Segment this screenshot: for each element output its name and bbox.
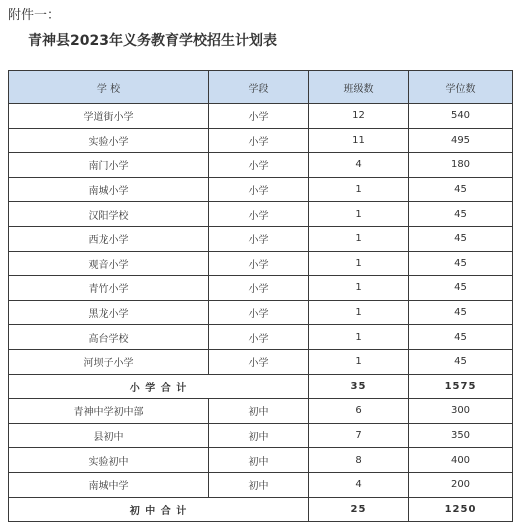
col-header-stage: 学段 [209, 71, 309, 104]
school-cell: 青神中学初中部 [9, 399, 209, 424]
school-cell: 高台学校 [9, 325, 209, 350]
col-header-school: 学 校 [9, 71, 209, 104]
classes-cell: 4 [309, 153, 409, 178]
seats-cell: 180 [409, 153, 513, 178]
stage-cell: 小学 [209, 300, 309, 325]
school-cell: 黑龙小学 [9, 300, 209, 325]
table-row [9, 325, 513, 350]
classes-cell: 1 [309, 226, 409, 251]
school-cell: 实验初中 [9, 448, 209, 473]
seats-cell: 45 [409, 226, 513, 251]
seats-cell: 300 [409, 399, 513, 424]
stage-cell: 初中 [209, 423, 309, 448]
col-header-seats: 学位数 [409, 71, 513, 104]
table-row [9, 349, 513, 374]
stage-cell: 初中 [209, 472, 309, 497]
seats-cell: 45 [409, 202, 513, 227]
classes-cell: 7 [309, 423, 409, 448]
school-cell: 南城中学 [9, 472, 209, 497]
seats-cell: 200 [409, 472, 513, 497]
stage-cell: 小学 [209, 325, 309, 350]
classes-cell: 6 [309, 399, 409, 424]
seats-cell: 45 [409, 177, 513, 202]
table-header [9, 71, 513, 104]
table-row [9, 177, 513, 202]
table-row [9, 226, 513, 251]
table-row [9, 423, 513, 448]
classes-cell: 1 [309, 202, 409, 227]
school-cell: 学道街小学 [9, 104, 209, 129]
classes-cell: 11 [309, 128, 409, 153]
seats-cell: 45 [409, 325, 513, 350]
table-row [9, 300, 513, 325]
stage-cell: 小学 [209, 128, 309, 153]
classes-cell: 1 [309, 251, 409, 276]
middle-total-classes: 25 [309, 497, 409, 522]
table-row [9, 399, 513, 424]
stage-cell: 小学 [209, 202, 309, 227]
seats-cell: 45 [409, 300, 513, 325]
table-row [9, 128, 513, 153]
classes-cell: 1 [309, 325, 409, 350]
seats-cell: 495 [409, 128, 513, 153]
middle-total-seats: 1250 [409, 497, 513, 522]
stage-cell: 初中 [209, 399, 309, 424]
primary-total-classes: 35 [309, 374, 409, 399]
school-cell: 实验小学 [9, 128, 209, 153]
table-row [9, 472, 513, 497]
classes-cell: 1 [309, 276, 409, 301]
seats-cell: 540 [409, 104, 513, 129]
classes-cell: 1 [309, 349, 409, 374]
school-cell: 南城小学 [9, 177, 209, 202]
enrollment-plan-table [8, 70, 513, 522]
seats-cell: 400 [409, 448, 513, 473]
seats-cell: 350 [409, 423, 513, 448]
table-row [9, 251, 513, 276]
school-cell: 汉阳学校 [9, 202, 209, 227]
table-row [9, 153, 513, 178]
classes-cell: 1 [309, 177, 409, 202]
school-cell: 南门小学 [9, 153, 209, 178]
table-row [9, 202, 513, 227]
classes-cell: 12 [309, 104, 409, 129]
primary-total-label: 小 学 合 计 [9, 374, 309, 399]
stage-cell: 小学 [209, 177, 309, 202]
seats-cell: 45 [409, 349, 513, 374]
header-row [9, 71, 513, 104]
school-cell: 县初中 [9, 423, 209, 448]
stage-cell: 小学 [209, 104, 309, 129]
stage-cell: 小学 [209, 226, 309, 251]
stage-cell: 小学 [209, 349, 309, 374]
stage-cell: 初中 [209, 448, 309, 473]
table-row [9, 448, 513, 473]
table-body [9, 104, 513, 522]
attachment-label: 附件一： [8, 8, 61, 23]
seats-cell: 45 [409, 276, 513, 301]
school-cell: 河坝子小学 [9, 349, 209, 374]
classes-cell: 8 [309, 448, 409, 473]
middle-total-label: 初 中 合 计 [9, 497, 309, 522]
classes-cell: 1 [309, 300, 409, 325]
stage-cell: 小学 [209, 276, 309, 301]
school-cell: 青竹小学 [9, 276, 209, 301]
table-row [9, 276, 513, 301]
school-cell: 观音小学 [9, 251, 209, 276]
classes-cell: 4 [309, 472, 409, 497]
col-header-classes: 班级数 [309, 71, 409, 104]
middle-total-row [9, 497, 513, 522]
page-title: 青神县2023年义务教育学校招生计划表 [28, 33, 277, 49]
school-cell: 西龙小学 [9, 226, 209, 251]
seats-cell: 45 [409, 251, 513, 276]
stage-cell: 小学 [209, 153, 309, 178]
primary-total-row [9, 374, 513, 399]
primary-total-seats: 1575 [409, 374, 513, 399]
table-row [9, 104, 513, 129]
stage-cell: 小学 [209, 251, 309, 276]
